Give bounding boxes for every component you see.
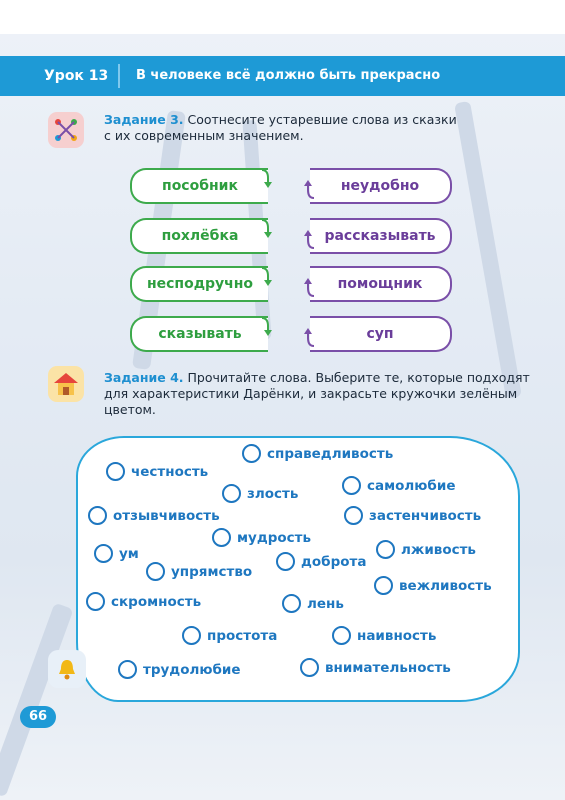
color-circle[interactable]	[242, 444, 261, 463]
word-label: вежливость	[399, 577, 492, 594]
word-label: честность	[131, 463, 209, 480]
color-circle[interactable]	[332, 626, 351, 645]
word-item[interactable]	[282, 594, 344, 613]
word-item[interactable]	[146, 562, 252, 581]
word-label: ум	[119, 545, 139, 562]
color-circle[interactable]	[94, 544, 113, 563]
word-label: упрямство	[171, 563, 253, 580]
modern-word: рассказывать	[324, 228, 436, 244]
task4-label: Задание 4.	[104, 370, 184, 385]
color-circle[interactable]	[276, 552, 295, 571]
color-circle[interactable]	[86, 592, 105, 611]
old-word: сказывать	[158, 326, 242, 342]
word-item[interactable]	[182, 626, 277, 645]
color-circle[interactable]	[146, 562, 165, 581]
color-circle[interactable]	[212, 528, 231, 547]
lesson-number: Урок 13	[44, 68, 109, 84]
word-label: внимательность	[325, 659, 451, 676]
word-item[interactable]	[242, 444, 393, 463]
word-label: скромность	[111, 593, 202, 610]
color-circle[interactable]	[344, 506, 363, 525]
word-item[interactable]	[276, 552, 366, 571]
bell-icon	[48, 650, 86, 688]
word-label: наивность	[357, 627, 437, 644]
word-item[interactable]	[332, 626, 436, 645]
word-item[interactable]	[88, 506, 220, 525]
word-label: трудолюбие	[143, 661, 241, 678]
word-item[interactable]	[86, 592, 201, 611]
task4-text-line3: цветом.	[104, 402, 156, 417]
task4-text-line2: для характеристики Дарёнки, и закрасьте кружочки зелёным	[104, 386, 518, 401]
modern-word: неудобно	[340, 178, 420, 194]
lesson-title: В человеке всё должно быть прекрасно	[136, 68, 441, 83]
color-circle[interactable]	[300, 658, 319, 677]
word-item[interactable]	[106, 462, 208, 481]
color-circle[interactable]	[118, 660, 137, 679]
old-word: несподручно	[146, 276, 254, 292]
page-number: 66	[20, 706, 56, 728]
word-label: мудрость	[237, 529, 312, 546]
word-item[interactable]	[376, 540, 476, 559]
task3-text-line1: Соотнесите устаревшие слова из сказки	[183, 112, 457, 127]
word-label: лживость	[401, 541, 476, 558]
word-item[interactable]	[300, 658, 451, 677]
color-circle[interactable]	[342, 476, 361, 495]
word-label: злость	[247, 485, 299, 502]
word-item[interactable]	[342, 476, 455, 495]
task4-instructions	[104, 370, 544, 418]
word-item[interactable]	[374, 576, 492, 595]
modern-word: помощник	[337, 276, 423, 292]
word-item[interactable]	[118, 660, 241, 679]
house-icon	[48, 366, 84, 402]
word-item[interactable]	[212, 528, 311, 547]
color-circle[interactable]	[106, 462, 125, 481]
color-circle[interactable]	[376, 540, 395, 559]
word-label: простота	[207, 627, 278, 644]
word-item[interactable]	[222, 484, 298, 503]
task3-label: Задание 3.	[104, 112, 184, 127]
color-circle[interactable]	[222, 484, 241, 503]
task4-text-line1: Прочитайте слова. Выберите те, которые подходят	[183, 370, 530, 385]
color-circle[interactable]	[182, 626, 201, 645]
color-circle[interactable]	[88, 506, 107, 525]
task3-text-line2: с их современным значением.	[104, 128, 304, 143]
old-word: пособник	[162, 178, 238, 194]
word-label: отзывчивость	[113, 507, 220, 524]
old-word: похлёбка	[161, 228, 239, 244]
modern-word: суп	[366, 326, 394, 342]
color-circle[interactable]	[282, 594, 301, 613]
word-item[interactable]	[344, 506, 481, 525]
color-circle[interactable]	[374, 576, 393, 595]
word-label: застенчивость	[369, 507, 482, 524]
word-label: справедливость	[267, 445, 394, 462]
word-label: самолюбие	[367, 477, 456, 494]
word-label: лень	[307, 595, 344, 612]
word-label: доброта	[301, 553, 367, 570]
word-item[interactable]	[94, 544, 139, 563]
